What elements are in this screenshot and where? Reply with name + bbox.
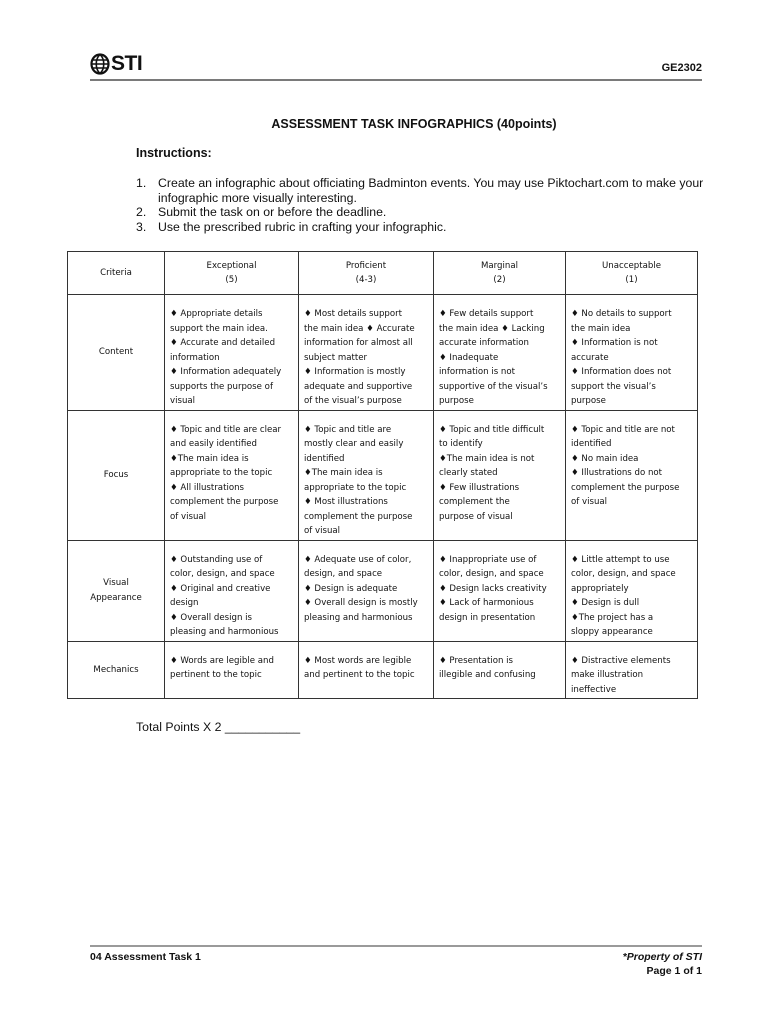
cell-text-line: information <box>170 352 220 363</box>
cell-text-line: design in presentation <box>439 612 536 623</box>
cell-text-line: pleasing and harmonious <box>304 612 413 623</box>
cell-text-line: ♦ Overall design is <box>170 612 252 623</box>
header-label: Exceptional <box>206 260 257 271</box>
cell-text-line: appropriate to the topic <box>304 482 407 493</box>
header-label: Marginal <box>480 260 518 271</box>
cell-text-line: ♦ Design is dull <box>571 598 640 608</box>
cell-text-line: complement the <box>439 497 510 507</box>
cell-text-line: to identify <box>439 439 483 449</box>
cell-text-line: ♦ Lack of harmonious <box>439 598 534 608</box>
criterion-label: Appearance <box>90 592 142 603</box>
cell-text-line: ♦ Information does not <box>571 367 672 377</box>
cell-text-line: ♦ Topic and title are <box>304 424 392 435</box>
cell-text-line: color, design, and space <box>170 569 275 579</box>
cell-text-line: pleasing and harmonious <box>170 627 279 637</box>
instructions-list <box>136 176 716 234</box>
cell-text-line: the main idea ♦ Accurate <box>304 323 415 334</box>
cell-text-line: ♦ Presentation is <box>439 655 514 666</box>
rubric-header-cell <box>165 252 299 295</box>
cell-text-line: ineffective <box>571 684 617 695</box>
cell-text-line: complement the purpose <box>170 497 279 507</box>
cell-text-line: subject matter <box>304 352 368 363</box>
rubric-cell <box>434 641 566 699</box>
header-label: Criteria <box>100 267 132 278</box>
cell-text-line: pertinent to the topic <box>170 670 262 680</box>
cell-text-line: identified <box>571 439 612 449</box>
instruction-text: Submit the task on or before the deadline. <box>158 205 387 219</box>
rubric-cell <box>165 295 299 411</box>
cell-text-line: ♦ Most details support <box>304 309 403 319</box>
page-number: Page 1 of 1 <box>646 964 702 977</box>
cell-text-line: ♦ Most words are legible <box>304 655 412 666</box>
table-row <box>68 295 698 411</box>
instruction-number: 1. <box>136 176 147 190</box>
sti-globe-icon <box>90 53 110 75</box>
cell-text-line: supports the purpose of <box>170 381 273 392</box>
instruction-text: Use the prescribed rubric in crafting your infographic. <box>158 219 447 234</box>
criterion-label: Visual <box>103 578 129 588</box>
rubric-cell <box>434 295 566 411</box>
cell-text-line: ♦ Most illustrations <box>304 497 388 507</box>
criterion-label: Content <box>98 347 134 357</box>
cell-text-line: ♦ Inappropriate use of <box>439 554 537 565</box>
rubric-cell <box>299 410 434 540</box>
cell-text-line: ♦The main idea is not <box>439 453 535 464</box>
cell-text-line: of the visual’s purpose <box>304 396 402 406</box>
cell-text-line: ♦ Topic and title are clear <box>170 424 282 435</box>
cell-text-line: ♦ Information is not <box>571 338 658 348</box>
cell-text-line: ♦ Few illustrations <box>439 482 520 493</box>
cell-text-line: purpose <box>571 396 606 406</box>
rubric-header-cell <box>299 252 434 295</box>
criterion-cell <box>68 641 165 699</box>
course-code: GE2302 <box>661 62 702 74</box>
header-points: (1) <box>625 275 638 285</box>
cell-text-line: identified <box>304 453 345 464</box>
cell-text-line: ♦ Design lacks creativity <box>439 583 547 594</box>
cell-text-line: and pertinent to the topic <box>304 670 415 680</box>
criterion-label: Mechanics <box>93 664 139 675</box>
rubric-cell <box>165 540 299 641</box>
header-label: Proficient <box>345 260 387 271</box>
cell-text-line: visual <box>170 396 196 406</box>
cell-text-line: make illustration <box>571 670 644 680</box>
cell-text-line: ♦ Information adequately <box>170 367 282 377</box>
document-title: ASSESSMENT TASK INFOGRAPHICS (40points) <box>271 117 557 131</box>
rubric-cell <box>434 410 566 540</box>
cell-text-line: adequate and supportive <box>304 381 413 392</box>
rubric-cell <box>299 540 434 641</box>
criterion-cell <box>68 540 165 641</box>
cell-text-line: supportive of the visual’s <box>439 381 548 392</box>
cell-text-line: mostly clear and easily <box>304 439 404 449</box>
header-points: (4-3) <box>355 275 377 285</box>
criterion-cell <box>68 295 165 411</box>
cell-text-line: ♦ Distractive elements <box>571 655 671 666</box>
cell-text-line: ♦ Little attempt to use <box>571 554 670 565</box>
rubric-header-row <box>68 252 698 295</box>
cell-text-line: ♦ Few details support <box>439 309 534 319</box>
cell-text-line: information for almost all <box>304 338 413 348</box>
footer-right <box>623 951 702 978</box>
table-row <box>68 641 698 699</box>
instructions-heading: Instructions: <box>136 146 212 160</box>
header-points: (2) <box>493 275 506 285</box>
cell-text-line: ♦ No details to support <box>571 309 672 319</box>
footer-divider <box>90 945 702 947</box>
cell-text-line: and easily identified <box>170 439 258 449</box>
cell-text-line: complement the purpose <box>571 482 680 493</box>
cell-text-line: ♦ Design is adequate <box>304 583 398 594</box>
cell-text-line: color, design, and space <box>571 569 676 579</box>
cell-text-line: information is not <box>439 367 516 377</box>
cell-text-line: color, design, and space <box>439 569 544 579</box>
rubric-cell <box>434 540 566 641</box>
instruction-item <box>136 205 716 220</box>
cell-text-line: purpose of visual <box>439 511 513 522</box>
instruction-item <box>136 176 716 205</box>
sti-logo <box>90 52 142 76</box>
cell-text-line: support the visual’s <box>571 381 656 392</box>
cell-text-line: ♦The main idea is <box>170 453 249 464</box>
cell-text-line: support the main idea. <box>170 323 268 334</box>
cell-text-line: ♦ Outstanding use of <box>170 554 263 565</box>
cell-text-line: ♦ Adequate use of color, <box>304 554 412 565</box>
instruction-number: 3. <box>136 219 147 234</box>
cell-text-line: appropriate to the topic <box>170 468 273 478</box>
total-points: Total Points X 2 ___________ <box>136 720 301 734</box>
cell-text-line: the main idea ♦ Lacking <box>439 323 545 334</box>
instruction-item <box>136 220 716 235</box>
rubric-header-cell <box>434 252 566 295</box>
instruction-text: Create an infographic about officiating Badminton events. You may use Piktochart.com to make your infographic more visually interesting. <box>158 176 704 205</box>
cell-text-line: design <box>170 598 199 608</box>
cell-text-line: ♦ Topic and title difficult <box>439 424 545 435</box>
header-divider <box>90 79 702 81</box>
rubric-header-cell <box>566 252 698 295</box>
footer-task-label: 04 Assessment Task 1 <box>90 951 201 963</box>
cell-text-line: design, and space <box>304 569 383 579</box>
rubric-header-cell <box>68 252 165 295</box>
cell-text-line: ♦ Topic and title are not <box>571 424 675 435</box>
rubric-table <box>67 251 698 699</box>
instruction-number: 2. <box>136 205 147 219</box>
cell-text-line: ♦The main idea is <box>304 468 383 478</box>
cell-text-line: clearly stated <box>439 468 498 478</box>
criterion-label: Focus <box>103 469 129 480</box>
criterion-cell <box>68 410 165 540</box>
cell-text-line: ♦ Words are legible and <box>170 655 274 666</box>
cell-text-line: complement the purpose <box>304 511 413 522</box>
rubric-cell <box>299 641 434 699</box>
cell-text-line: ♦ Appropriate details <box>170 309 263 319</box>
rubric-cell <box>566 540 698 641</box>
table-row <box>68 410 698 540</box>
header-points: (5) <box>225 275 238 285</box>
table-row <box>68 540 698 641</box>
cell-text-line: purpose <box>439 396 474 406</box>
cell-text-line: ♦ Illustrations do not <box>571 468 663 478</box>
cell-text-line: of visual <box>304 526 341 536</box>
cell-text-line: ♦ Information is mostly <box>304 367 406 377</box>
cell-text-line: ♦ Accurate and detailed <box>170 338 276 348</box>
cell-text-line: sloppy appearance <box>571 627 653 637</box>
cell-text-line: ♦ No main idea <box>571 453 639 464</box>
cell-text-line: ♦ Original and creative <box>170 583 271 594</box>
logo-text: STI <box>111 52 143 75</box>
cell-text-line: illegible and confusing <box>439 670 536 680</box>
rubric-cell <box>566 295 698 411</box>
cell-text-line: ♦ All illustrations <box>170 482 245 493</box>
rubric-cell <box>299 295 434 411</box>
cell-text-line: ♦The project has a <box>571 612 654 623</box>
cell-text-line: accurate <box>571 352 609 363</box>
cell-text-line: ♦ Inadequate <box>439 352 499 363</box>
cell-text-line: appropriately <box>571 583 629 594</box>
cell-text-line: accurate information <box>439 338 529 348</box>
header-label: Unacceptable <box>602 260 661 271</box>
cell-text-line: of visual <box>170 511 207 522</box>
rubric-cell <box>566 410 698 540</box>
cell-text-line: the main idea <box>571 323 631 334</box>
property-note: *Property of STI <box>622 951 702 963</box>
cell-text-line: ♦ Overall design is mostly <box>304 598 418 608</box>
rubric-cell <box>566 641 698 699</box>
rubric-cell <box>165 641 299 699</box>
cell-text-line: of visual <box>571 497 608 507</box>
rubric-cell <box>165 410 299 540</box>
